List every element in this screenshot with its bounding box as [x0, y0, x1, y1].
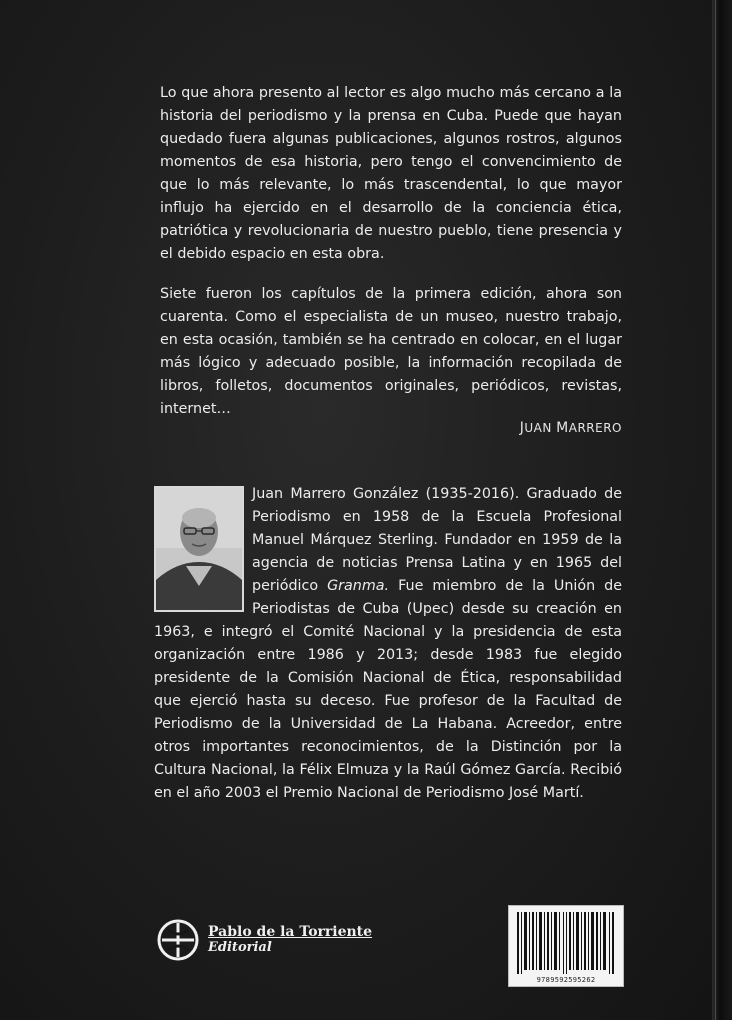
newspaper-name: Granma. — [327, 578, 390, 594]
publisher-name: Pablo de la Torriente Editorial — [208, 924, 373, 955]
author-biography: Juan Marrero González (1935-2016). Graduado de Periodismo en 1958 de la Escuela Profesional Manuel Márquez Sterling. Fundador en 1959 de la agencia de noticias Prensa Latina y en 1965 del periódico Granma. Fue miembro de la Unión de Periodistas de Cuba (Upec) desde su creación en 1963, e integró el Comité Nacional y la presidencia de esta organización entre 1986 y 2013; desde 1983 fue elegido presidente de la Comisión Nacional de Ética, responsabilidad que ejerció hasta su deceso. Fue profesor de la Facultad de Periodismo de la Universidad de La Habana. Acreedor, entre otros importantes reconocimientos, de la Distinción por la Cultura Nacional, la Félix Elmuza y la Raúl Gómez García. Recibió en el año 2003 el Premio Nacional de Periodismo José Martí. — [154, 483, 622, 805]
publisher-emblem-icon — [156, 918, 200, 962]
intro-paragraph: Lo que ahora presento al lector es algo mucho más cercano a la historia del periodismo y la prensa en Cuba. Puede que hayan quedado fuera algunas publicaciones, algunos rostros, algunos momentos de esa historia, pero tengo el convencimiento de que lo más relevante, lo más trascendental, lo que mayor influjo ha ejercido en el desarrollo de la conciencia ética, patriótica y revolucionaria de nuestro pueblo, tiene presencia y el debido espacio en esta obra. — [160, 85, 622, 262]
photo-spacer — [154, 483, 252, 619]
isbn-digits: 9789592595262 — [536, 976, 596, 984]
isbn-barcode — [508, 905, 624, 987]
book-spine-edge — [712, 0, 732, 1020]
chapters-paragraph: Siete fueron los capítulos de la primera edición, ahora son cuarenta. Como el especialista de un museo, nuestro trabajo, en esta ocasión, también se ha centrado en colocar, en el lugar más lógico y adecuado posible, la información recopilada de libros, folletos, documentos originales, periódicos, revistas, internet… — [160, 286, 622, 417]
publisher-logo — [156, 918, 372, 962]
barcode-icon — [509, 906, 623, 986]
author-signature: JUAN MARRERO — [519, 420, 622, 436]
